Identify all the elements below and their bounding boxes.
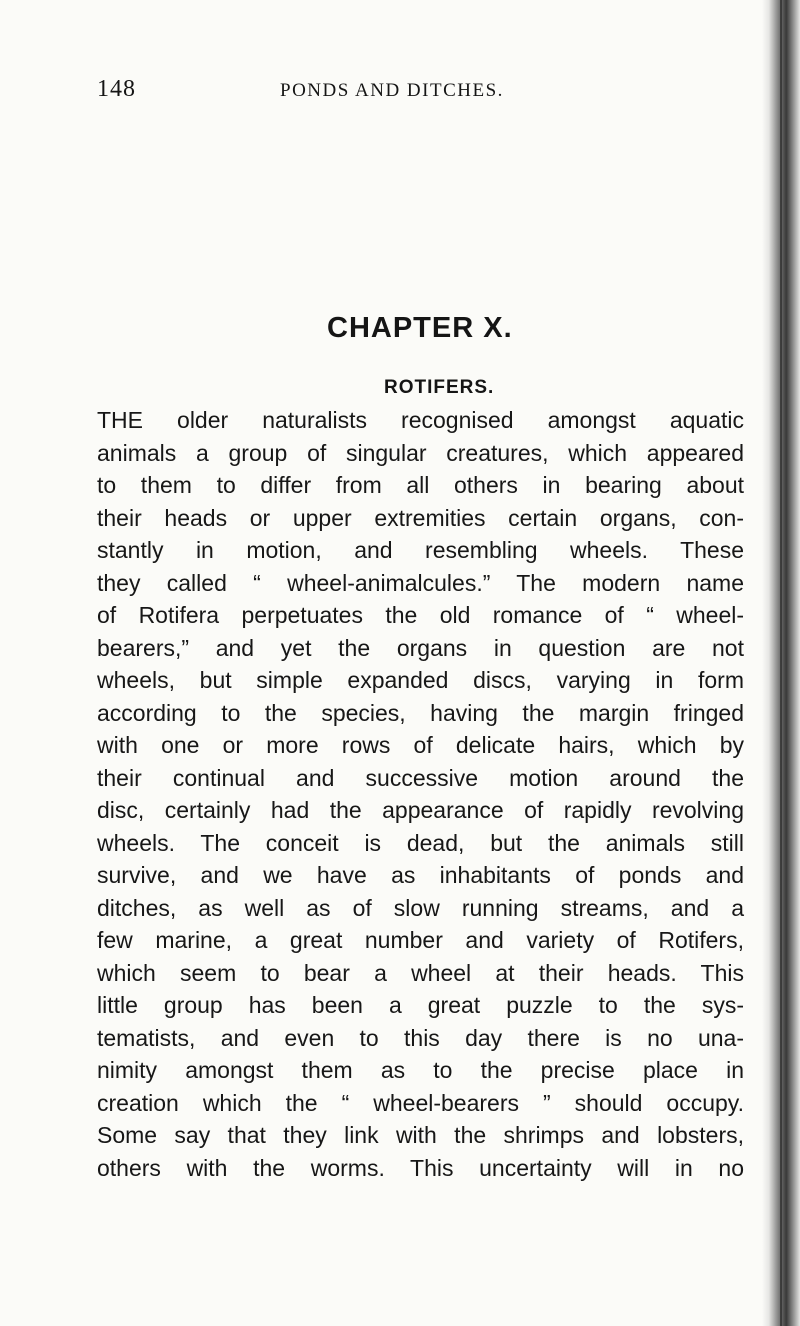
running-title: PONDS AND DITCHES. bbox=[280, 80, 504, 101]
running-head bbox=[97, 76, 747, 112]
body-line: tematists, and even to this day there is no una- bbox=[97, 1024, 744, 1051]
body-line: with one or more rows of delicate hairs, which by bbox=[97, 732, 744, 758]
page-gutter-line bbox=[780, 0, 782, 1326]
body-line: animals a group of singular creatures, which appeared bbox=[97, 439, 744, 466]
body-line: disc, certainly had the appearance of rapidly revolving bbox=[97, 797, 744, 823]
body-line: their continual and successive motion around the bbox=[97, 764, 744, 791]
chapter-title: CHAPTER X. bbox=[327, 312, 513, 345]
body-line: survive, and we have as inhabitants of ponds and bbox=[97, 862, 744, 888]
section-title: ROTIFERS. bbox=[384, 376, 495, 398]
body-line: stantly in motion, and resembling wheels. These bbox=[97, 537, 744, 563]
body-line: little group has been a great puzzle to the sys- bbox=[97, 992, 744, 1018]
body-line: THE older naturalists recognised amongst aquatic bbox=[97, 407, 744, 433]
body-line: according to the species, having the margin fringed bbox=[97, 699, 744, 726]
body-line: to them to differ from all others in bearing about bbox=[97, 472, 744, 498]
body-line: nimity amongst them as to the precise place in bbox=[97, 1057, 744, 1083]
body-line: others with the worms. This uncertainty will in no bbox=[97, 1154, 744, 1181]
body-line: wheels. The conceit is dead, but the animals still bbox=[97, 829, 744, 856]
page-number: 148 bbox=[97, 76, 136, 102]
body-line: they called “ wheel-animalcules.” The modern name bbox=[97, 569, 744, 596]
body-line: bearers,” and yet the organs in question are not bbox=[97, 634, 744, 661]
body-line: their heads or upper extremities certain organs, con- bbox=[97, 504, 744, 531]
body-line: which seem to bear a wheel at their heads. This bbox=[97, 959, 744, 986]
body-line: Some say that they link with the shrimps and lobsters, bbox=[97, 1122, 744, 1148]
body-line: of Rotifera perpetuates the old romance of “ wheel- bbox=[97, 602, 744, 628]
body-line: few marine, a great number and variety of Rotifers, bbox=[97, 927, 744, 953]
body-line: wheels, but simple expanded discs, varying in form bbox=[97, 667, 744, 693]
body-line: creation which the “ wheel-bearers ” should occupy. bbox=[97, 1089, 744, 1116]
body-text bbox=[97, 404, 744, 1184]
body-line: ditches, as well as of slow running streams, and a bbox=[97, 894, 744, 921]
